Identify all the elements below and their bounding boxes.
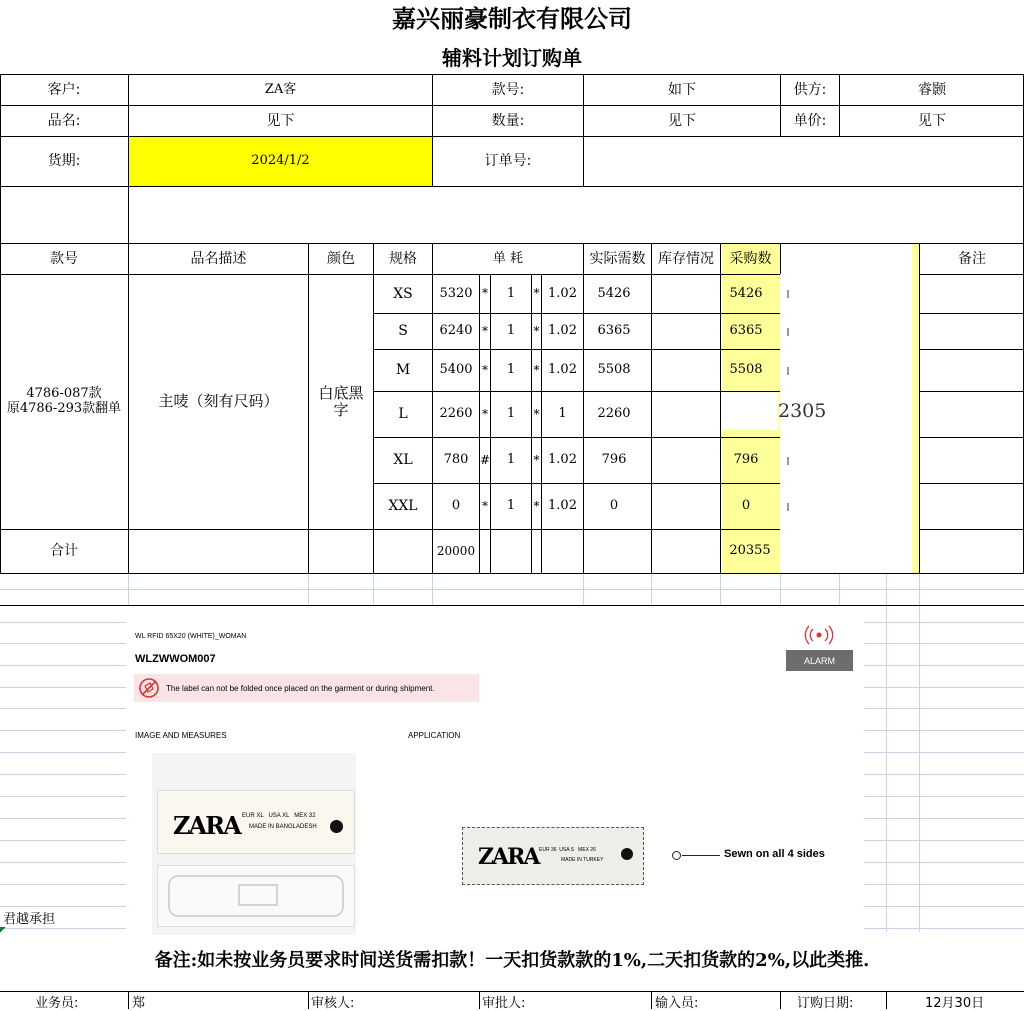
operator-cell: * <box>533 406 540 421</box>
operator-cell: * <box>533 323 540 338</box>
customer-value: ZA客 <box>264 81 297 97</box>
input-label: 输入员: <box>655 996 699 1011</box>
col-size: 规格 <box>389 250 417 267</box>
qty-cell: 780 <box>443 452 469 468</box>
col-stock: 库存情况 <box>658 250 714 267</box>
rfid-chip <box>238 884 278 906</box>
sales-label: 业务员: <box>35 996 79 1011</box>
factor-cell: 1.02 <box>548 285 577 301</box>
cell-marker <box>787 457 789 465</box>
qty-cell: 0 <box>451 498 461 514</box>
size-cell: S <box>398 323 408 340</box>
warning-bar <box>134 674 479 702</box>
application-rfid-dot <box>621 848 633 860</box>
operator-cell: * <box>482 323 488 338</box>
col-color: 颜色 <box>327 250 355 267</box>
zara-logo: ZARA <box>173 811 240 840</box>
order-no-label: 订单号: <box>484 153 532 170</box>
size-cell: M <box>395 362 411 379</box>
cell-marker <box>787 290 789 298</box>
purchase-cell: 5426 <box>729 285 763 301</box>
size-cell: XXL <box>388 498 418 515</box>
multiplier-cell: 1 <box>506 362 516 378</box>
purchase-cell: 0 <box>741 498 751 514</box>
alarm-badge: ALARM <box>786 650 853 671</box>
sewn-note: Sewn on all 4 sides <box>724 848 825 860</box>
cell-marker <box>787 503 789 511</box>
operator-cell: * <box>482 498 488 513</box>
grid-line <box>919 606 920 932</box>
callout-dot <box>672 851 681 860</box>
label-origin: MADE IN BANGLADESH <box>249 824 317 830</box>
actual-cell: 5426 <box>597 285 631 301</box>
supplier-value: 睿颢 <box>918 81 946 98</box>
operator-cell: * <box>482 362 488 377</box>
reviewer-label: 审核人: <box>311 996 355 1011</box>
col-style: 款号 <box>50 250 78 267</box>
callout-line <box>682 855 720 856</box>
size-cell: L <box>398 406 408 423</box>
price-label: 单价: <box>793 112 827 129</box>
qty-label: 数量: <box>491 112 525 129</box>
zara-logo-application: ZARA <box>478 844 539 870</box>
overflow-value: 2305 <box>778 400 827 422</box>
delivery-label: 货期: <box>47 153 81 170</box>
total-qty: 20000 <box>436 543 476 558</box>
warning-text: The label can not be folded once placed on the garment or during shipment. <box>166 683 435 693</box>
application-sizes: EUR 36 USA S MEX 26 <box>539 847 596 853</box>
order-no-value <box>584 137 1024 186</box>
label-sizes: EUR XL USA XL MEX 32 <box>242 813 316 819</box>
total-purchase: 20355 <box>729 543 771 559</box>
cell-marker <box>787 367 789 375</box>
no-fold-icon <box>137 676 161 700</box>
multiplier-cell: 1 <box>506 498 516 514</box>
col-usage: 单 耗 <box>492 250 524 266</box>
delivery-value: 2024/1/2 <box>251 153 310 169</box>
total-label: 合计 <box>50 543 78 560</box>
label-sample-back <box>157 865 355 927</box>
operator-cell: * <box>533 362 540 377</box>
price-value: 见下 <box>918 112 946 129</box>
cell-marker <box>787 328 789 336</box>
style-no-label: 款号: <box>491 81 525 98</box>
item-description: 主唛（刻有尺码） <box>158 392 279 411</box>
rfid-dot <box>330 820 343 833</box>
operator-cell: * <box>533 498 540 513</box>
customer-label: 客户: <box>47 81 81 98</box>
factor-cell: 1.02 <box>548 362 577 378</box>
purchase-cell: 6365 <box>729 323 763 339</box>
application-heading: APPLICATION <box>408 731 461 740</box>
qty-cell: 5320 <box>439 285 473 301</box>
qty-cell: 5400 <box>439 362 473 378</box>
approver-label: 审批人: <box>482 996 526 1011</box>
factor-cell: 1.02 <box>548 452 577 468</box>
col-purchase: 采购数 <box>729 250 772 267</box>
col-actual: 实际需数 <box>589 250 646 267</box>
style-no-value: 如下 <box>668 81 696 98</box>
col-desc: 品名描述 <box>190 250 247 267</box>
label-sample-front <box>157 790 355 854</box>
label-code-line: WL RFID 65X20 (WHITE)_WOMAN <box>135 633 247 640</box>
item-color: 白底黑字 <box>318 383 364 419</box>
order-date-value: 12月30日 <box>925 996 985 1011</box>
application-label <box>462 827 644 885</box>
qty-cell: 6240 <box>439 323 473 339</box>
item-style: 4786-087款 原4786-293款翻单 <box>6 386 122 416</box>
grid-line <box>886 606 887 932</box>
operator-cell: # <box>479 452 491 467</box>
company-name: 嘉兴丽豪制衣有限公司 <box>392 4 632 34</box>
cell-comment-marker <box>0 927 6 933</box>
side-note: 君越承担 <box>3 912 56 927</box>
sales-value: 郑 <box>132 996 146 1011</box>
actual-cell: 6365 <box>597 323 631 339</box>
order-date-label: 订购日期: <box>797 996 854 1011</box>
purchase-cell: 796 <box>733 452 759 468</box>
factor-cell: 1.02 <box>548 498 577 514</box>
operator-cell: * <box>482 286 488 301</box>
operator-cell: * <box>533 286 540 301</box>
purchase-cell: 5508 <box>729 362 763 378</box>
purchase-cell <box>721 392 771 437</box>
actual-cell: 5508 <box>597 362 631 378</box>
qty-value: 见下 <box>668 112 696 129</box>
size-cell: XL <box>393 452 413 469</box>
qty-cell: 2260 <box>439 406 473 422</box>
actual-cell: 2260 <box>597 406 631 422</box>
actual-cell: 0 <box>609 498 619 514</box>
footer-note: 备注:如未按业务员要求时间送货需扣款！一天扣货款款的1%,二天扣货款的2%,以此类推. <box>154 949 870 971</box>
document-title: 辅料计划订购单 <box>442 45 582 70</box>
factor-cell: 1.02 <box>548 323 577 339</box>
multiplier-cell: 1 <box>506 406 516 422</box>
size-cell: XS <box>393 285 413 302</box>
image-measures-heading: IMAGE AND MEASURES <box>135 731 227 740</box>
operator-cell: * <box>533 452 540 467</box>
multiplier-cell: 1 <box>506 285 516 301</box>
rfid-signal-icon <box>802 624 836 646</box>
multiplier-cell: 1 <box>506 452 516 468</box>
application-origin: MADE IN TURKEY <box>561 857 604 863</box>
operator-cell: * <box>482 406 488 421</box>
multiplier-cell: 1 <box>506 323 516 339</box>
label-spec-image <box>126 620 864 932</box>
product-value: 见下 <box>266 112 295 129</box>
product-label: 品名: <box>47 112 81 129</box>
supplier-label: 供方: <box>793 81 827 98</box>
actual-cell: 796 <box>601 452 627 468</box>
col-remark: 备注 <box>958 250 986 267</box>
label-code: WLZWWOM007 <box>135 653 216 665</box>
factor-cell: 1 <box>558 406 567 422</box>
